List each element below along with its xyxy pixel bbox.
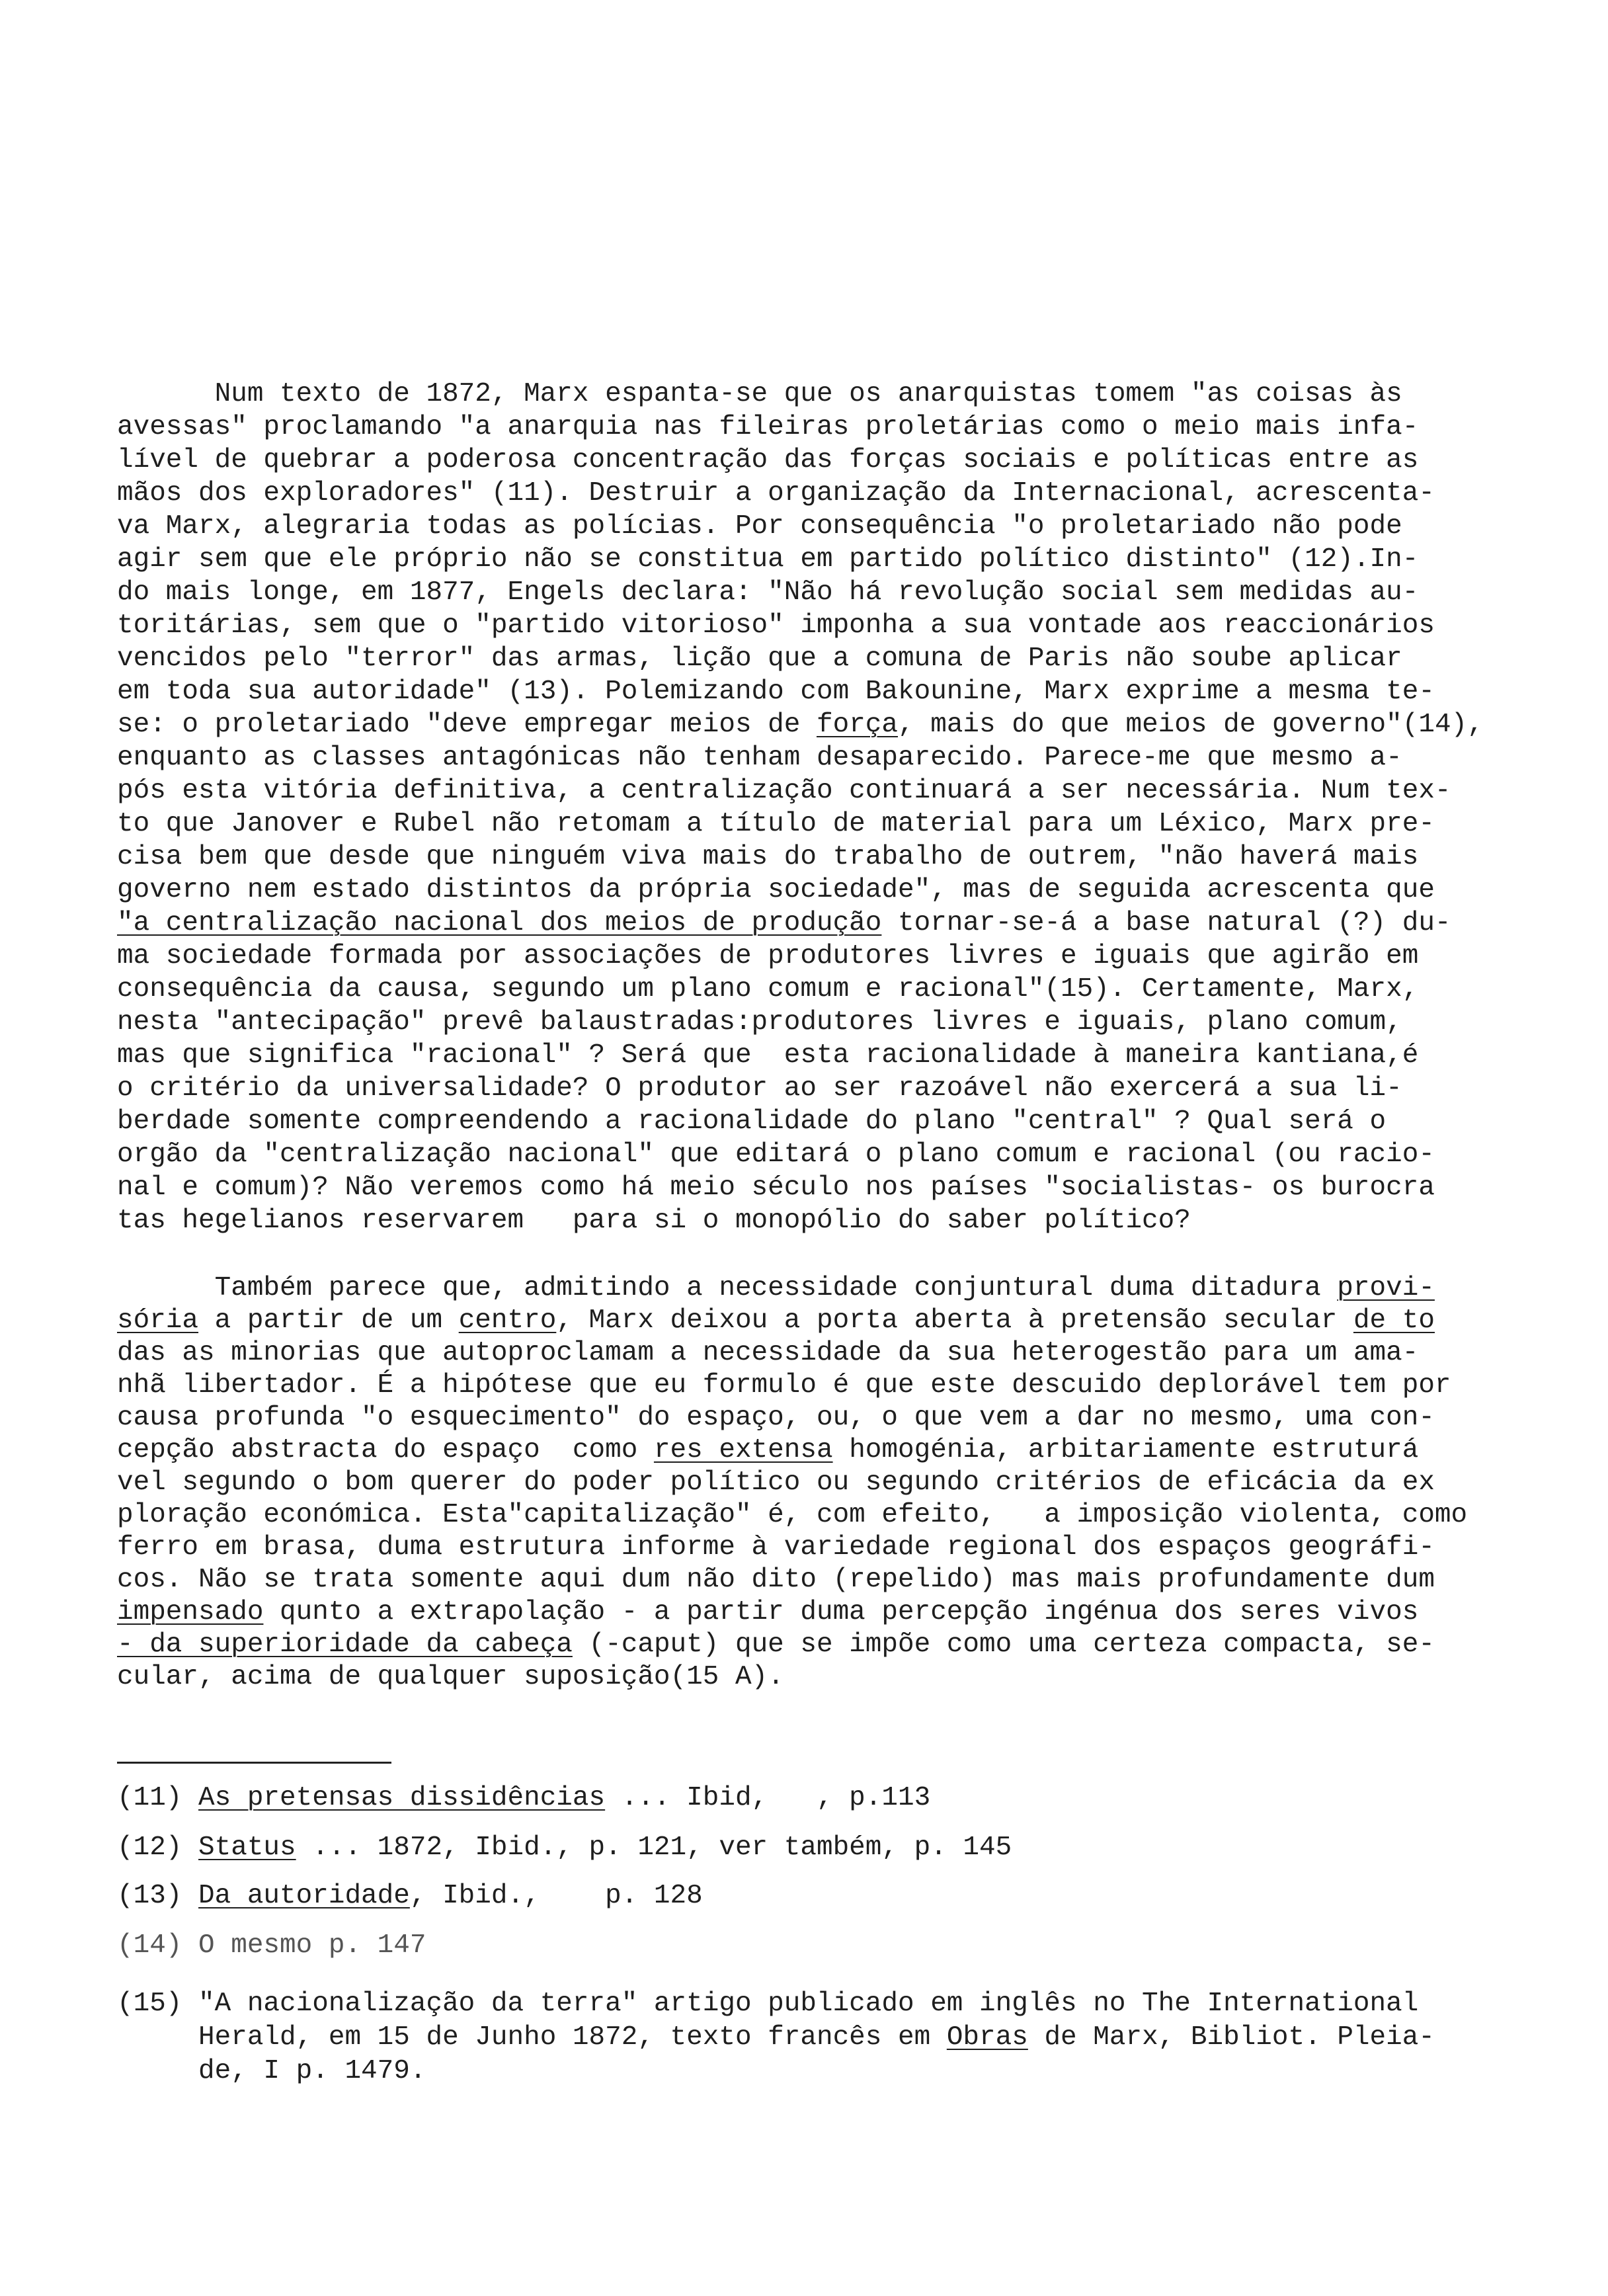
footnote-source-title: Da autoridade [198, 1881, 410, 1911]
footnote-13 [117, 1879, 1539, 1913]
footnote-text: ... 1872, Ibid., p. 121, ver também, p. 145 [296, 1832, 1012, 1863]
line-text: a partir de um [198, 1305, 459, 1336]
line-text: se: o proletariado "deve empregar meios de [117, 710, 817, 740]
paragraph-2 [117, 1272, 1539, 1694]
body-line [117, 1434, 1539, 1467]
line-text: nal e comum)? Não veremos como há meio século nos países "socialistas- os burocra [117, 1172, 1435, 1203]
body-line [117, 1402, 1539, 1434]
body-line [117, 708, 1539, 741]
line-text: cisa bem que desde que ninguém viva mais do trabalho de outrem, "não haverá mais [117, 842, 1419, 872]
line-text: to que Janover e Rubel não retomam a título de material para um Léxico, Marx pre- [117, 809, 1435, 839]
line-text: do mais longe, em 1877, Engels declara: "Não há revolução social sem medidas au- [117, 577, 1419, 608]
line-text: vel segundo o bom querer do poder político ou segundo critérios de eficácia da ex [117, 1467, 1435, 1498]
line-text: enquanto as classes antagónicas não tenham desaparecido. Parece-me que mesmo a- [117, 743, 1402, 773]
footnote-line [117, 2055, 1539, 2088]
line-text: tornar-se-á a base natural (?) du- [881, 908, 1451, 938]
footnote-source-title: Obras [946, 2022, 1028, 2053]
underlined-text: centro [458, 1305, 557, 1336]
body-line [117, 378, 1539, 411]
footnote-number: (12) [117, 1832, 182, 1863]
line-text: mas que significa "racional" ? Será que esta racionalidade à maneira kantiana,é [117, 1040, 1419, 1071]
body-line [117, 1337, 1539, 1370]
line-text: agir sem que ele próprio não se constitua em partido político distinto" (12).In- [117, 544, 1419, 575]
line-text: qunto a extrapolação - a partir duma percepção ingénua dos seres vivos [263, 1597, 1419, 1627]
body-line [117, 907, 1539, 940]
line-text: va Marx, alegraria todas as polícias. Por consequência "o proletariado não pode [117, 511, 1402, 542]
underlined-text: impensado [117, 1597, 264, 1627]
underlined-text: "a centralização nacional dos meios de produção [117, 908, 882, 938]
body-line [117, 1370, 1539, 1402]
body-line [117, 840, 1539, 874]
body-line [117, 675, 1539, 708]
body-line [117, 411, 1539, 444]
footnote-line [117, 1929, 1539, 1963]
footnote-source-title: Status [198, 1832, 296, 1863]
line-text: consequência da causa, segundo um plano comum e racional"(15). Certamente, Marx, [117, 974, 1419, 1004]
body-line [117, 1499, 1539, 1532]
line-text: o critério da universalidade? O produtor ao ser razoável não exercerá a sua li- [117, 1073, 1402, 1104]
footnote-line [117, 1831, 1539, 1865]
line-text: , Marx deixou a porta aberta à pretensão secular [556, 1305, 1353, 1336]
line-text: berdade somente compreendendo a racionalidade do plano "central" ? Qual será o [117, 1106, 1387, 1137]
line-text: vencidos pelo "terror" das armas, lição que a comuna de Paris não soube aplicar [117, 643, 1402, 674]
body-line [117, 510, 1539, 543]
line-text: cepção abstracta do espaço como [117, 1435, 654, 1465]
footnote-text: , Ibid., p. 128 [409, 1881, 703, 1911]
footnote-line [117, 1782, 1539, 1815]
line-text: mãos dos exploradores" (11). Destruir a organização da Internacional, acrescenta- [117, 478, 1435, 509]
body-line [117, 1467, 1539, 1499]
body-line [117, 1138, 1539, 1171]
footnote-text: ... Ibid, , p.113 [605, 1783, 931, 1813]
line-text: das as minorias que autoproclamam a necessidade da sua heterogestão para um ama- [117, 1338, 1419, 1368]
footnote-line [117, 1987, 1539, 2021]
footnote-text: "A nacionalização da terra" artigo publicado em inglês no The International [198, 1988, 1419, 2019]
body-line [117, 940, 1539, 973]
body-line [117, 1564, 1539, 1596]
body-line [117, 1596, 1539, 1629]
line-text: ma sociedade formada por associações de produtores livres e iguais que agirão em [117, 941, 1419, 971]
body-line [117, 741, 1539, 774]
body-line [117, 477, 1539, 510]
footnote-14 [117, 1929, 1539, 1963]
line-text: cular, acima de qualquer suposição(15 A). [117, 1662, 784, 1692]
underlined-text: sória [117, 1305, 199, 1336]
paragraph-1 [117, 378, 1539, 1237]
body-line [117, 576, 1539, 609]
body-line [117, 807, 1539, 840]
line-text: ferro em brasa, duma estrutura informe à variedade regional dos espaços geográfi- [117, 1532, 1435, 1563]
body-line [117, 543, 1539, 576]
line-text: nhã libertador. É a hipótese que eu formulo é que este descuido deplorável tem por [117, 1370, 1451, 1401]
footnote-number: (11) [117, 1783, 182, 1813]
line-text: em toda sua autoridade" (13). Polemizando com Bakounine, Marx exprime a mesma te- [117, 676, 1435, 707]
line-text: Também parece que, admitindo a necessidade conjuntural duma ditadura [214, 1273, 1338, 1303]
footnote-11 [117, 1782, 1539, 1815]
footnote-text: O mesmo p. 147 [198, 1930, 426, 1961]
line-text: tas hegelianos reservarem para si o monopólio do saber político? [117, 1206, 1191, 1236]
footnote-12 [117, 1831, 1539, 1865]
body-line [117, 973, 1539, 1006]
underlined-text: de to [1353, 1305, 1435, 1336]
underlined-text: provi- [1337, 1273, 1435, 1303]
footnote-text: de, I p. 1479. [198, 2056, 426, 2086]
line-text: pós esta vitória definitiva, a centralização continuará a ser necessária. Num tex- [117, 776, 1451, 806]
line-text: governo nem estado distintos da própria sociedade", mas de seguida acrescenta que [117, 875, 1435, 905]
underlined-text: força [816, 710, 899, 740]
body-line [117, 1105, 1539, 1138]
footnote-line [117, 1879, 1539, 1913]
line-text: homogénia, arbitariamente estruturá [832, 1435, 1419, 1465]
footnote-number: (15) [117, 1988, 182, 2019]
footnote-source-title: As pretensas dissidências [198, 1783, 606, 1813]
body-line [117, 1272, 1539, 1305]
underlined-text: - da superioridade da cabeça [117, 1629, 573, 1660]
footnote-rule [117, 1762, 391, 1764]
body-line [117, 444, 1539, 477]
underlined-text: res extensa [653, 1435, 833, 1465]
body-line [117, 609, 1539, 642]
body-line [117, 1305, 1539, 1337]
line-text: lível de quebrar a poderosa concentração das forças sociais e políticas entre as [117, 445, 1419, 475]
line-text: Num texto de 1872, Marx espanta-se que os anarquistas tomem "as coisas às [214, 379, 1402, 409]
line-text: causa profunda "o esquecimento" do espaço, ou, o que vem a dar no mesmo, uma con- [117, 1403, 1435, 1433]
line-text: , mais do que meios de governo"(14), [898, 710, 1484, 740]
body-line [117, 774, 1539, 807]
body-line [117, 1006, 1539, 1039]
footnote-15 [117, 1987, 1539, 2088]
body-line [117, 642, 1539, 675]
body-line [117, 1171, 1539, 1204]
line-text: cos. Não se trata somente aqui dum não dito (repelido) mas mais profundamente dum [117, 1565, 1435, 1595]
line-text: (-caput) que se impõe como uma certeza compacta, se- [572, 1629, 1435, 1660]
body-line [117, 1532, 1539, 1564]
body-line [117, 1039, 1539, 1072]
footnote-text: Herald, em 15 de Junho 1872, texto francês em [198, 2022, 947, 2053]
body-line [117, 1204, 1539, 1237]
body-line [117, 1629, 1539, 1661]
line-text: ploração económica. Esta"capitalização" é, com efeito, a imposição violenta, como [117, 1500, 1468, 1530]
line-text: nesta "antecipação" prevê balaustradas:produtores livres e iguais, plano comum, [117, 1007, 1402, 1038]
body-line [117, 1072, 1539, 1105]
line-text: orgão da "centralização nacional" que editará o plano comum e racional (ou racio- [117, 1139, 1435, 1170]
footnote-number: (14) [117, 1930, 182, 1961]
line-text: toritárias, sem que o "partido vitorioso" imponha a sua vontade aos reaccionários [117, 610, 1435, 641]
body-line [117, 874, 1539, 907]
footnote-line [117, 2021, 1539, 2055]
line-text: avessas" proclamando "a anarquia nas fileiras proletárias como o meio mais infa- [117, 412, 1419, 442]
body-line [117, 1661, 1539, 1694]
footnote-number: (13) [117, 1881, 182, 1911]
footnote-text: de Marx, Bibliot. Pleia- [1027, 2022, 1435, 2053]
